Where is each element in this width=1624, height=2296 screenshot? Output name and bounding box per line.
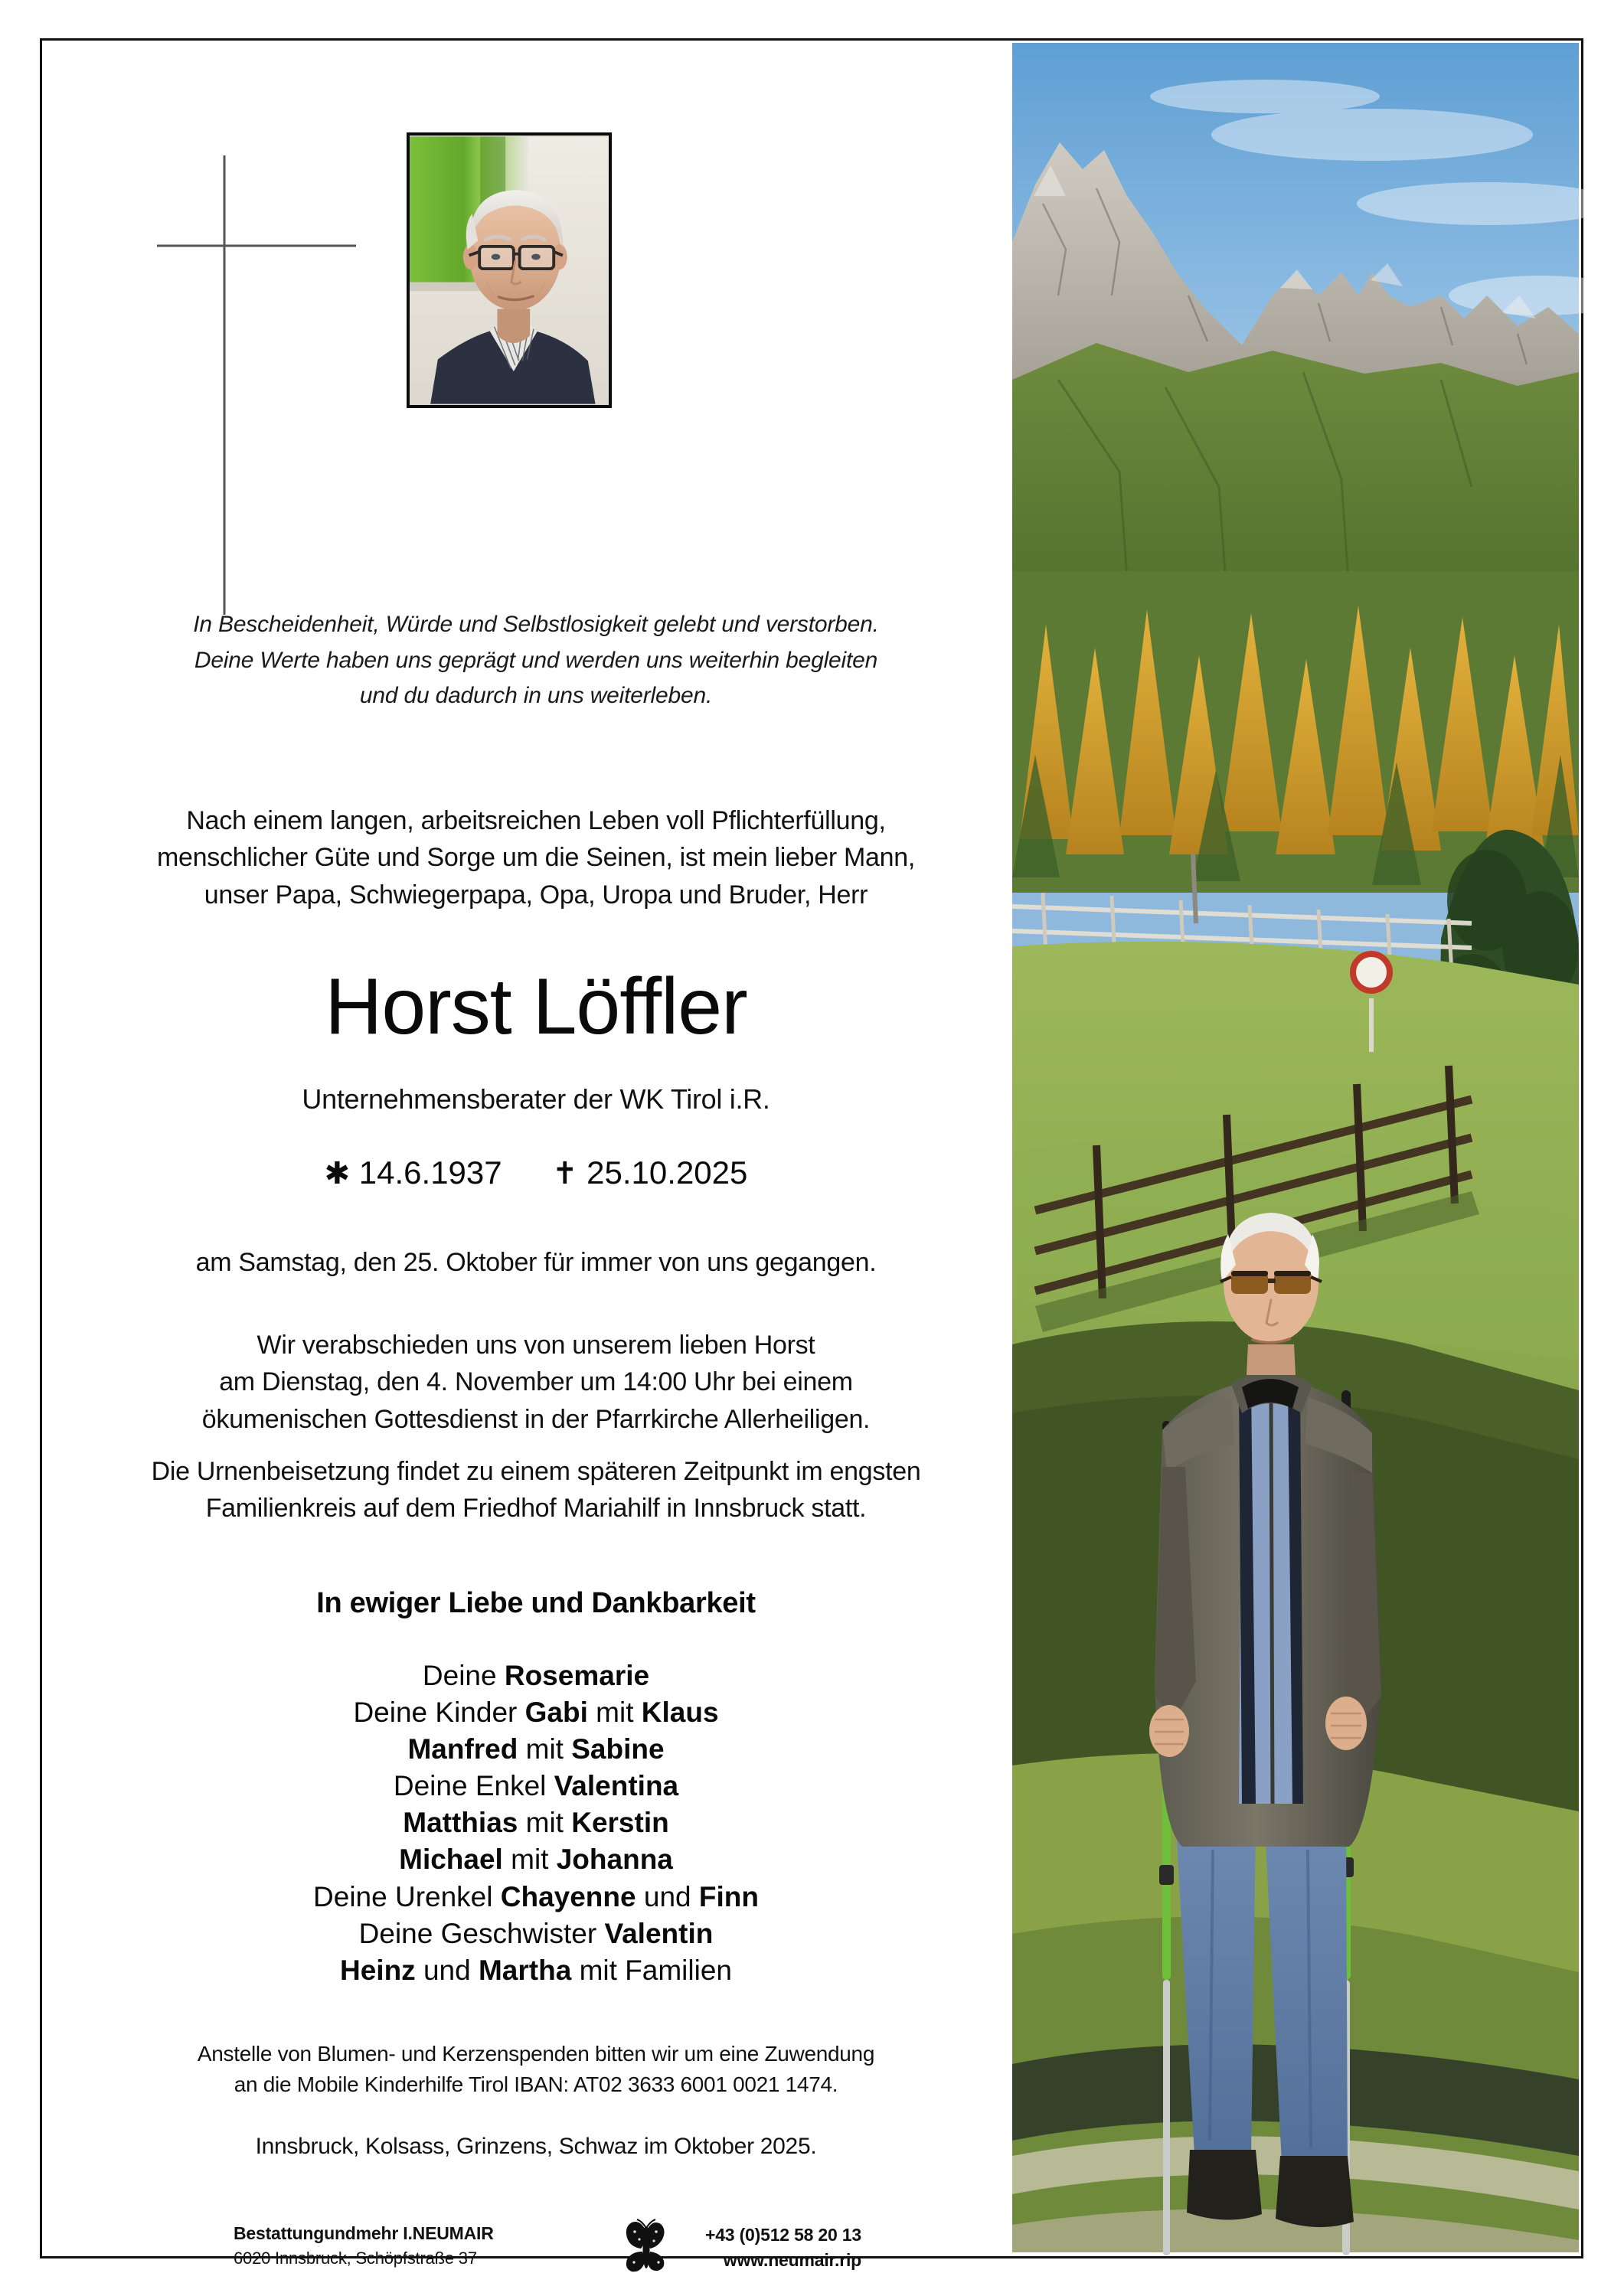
quote-line-1: In Bescheidenheit, Würde und Selbstlosigkeit gelebt und verstorben. (193, 612, 879, 637)
funeral-home-name: Bestattungundmehr I.NEUMAIR (234, 2223, 494, 2243)
list-item (77, 1731, 995, 1768)
family-prefix: Deine Geschwister (358, 1917, 605, 1949)
family-name: Valentina (554, 1770, 679, 1802)
butterfly-icon (616, 2218, 676, 2279)
passing-line: am Samstag, den 25. Oktober für immer von uns gegangen. (195, 1248, 877, 1277)
farewell-paragraph (77, 1327, 995, 1438)
quote-line-3: und du dadurch in uns weiterleben. (359, 683, 713, 708)
family-suffix: mit Familien (571, 1954, 732, 1986)
family-name: Heinz (340, 1954, 416, 1986)
intro-line-2: menschlicher Güte und Sorge um die Seinen, ist mein lieber Mann, (157, 843, 915, 873)
list-item (77, 1657, 995, 1694)
family-name: Gabi (524, 1697, 588, 1729)
urn-line-2: Familienkreis auf dem Friedhof Mariahilf in Innsbruck statt. (205, 1494, 867, 1524)
family-list (77, 1657, 995, 1989)
list-item (77, 1694, 995, 1731)
farewell-line-3: ökumenischen Gottesdienst in der Pfarrkirche Allerheiligen. (201, 1404, 871, 1434)
funeral-home-info (234, 2221, 593, 2271)
intro-paragraph (77, 802, 995, 913)
list-item (77, 1841, 995, 1878)
family-connector: mit (502, 1844, 557, 1876)
family-name: Michael (399, 1844, 503, 1876)
family-name: Matthias (403, 1807, 518, 1839)
christian-cross-icon (157, 155, 356, 615)
family-connector: mit (587, 1697, 642, 1729)
list-item (77, 1768, 995, 1804)
list-item (77, 1804, 995, 1841)
donation-paragraph (77, 2039, 995, 2100)
family-prefix: Deine Enkel (393, 1770, 554, 1802)
urn-line-1: Die Urnenbeisetzung findet zu einem späteren Zeitpunkt im engsten (151, 1457, 921, 1486)
family-prefix: Deine (422, 1660, 505, 1691)
website-url[interactable]: www.neumair.rip (723, 2250, 861, 2271)
deceased-name: Horst Löffler (325, 962, 747, 1051)
donation-line-1: Anstelle von Blumen- und Kerzenspenden bitten wir um eine Zuwendung (197, 2042, 875, 2066)
funeral-home-address: 6020 Innsbruck, Schöpfstraße 37 (234, 2249, 477, 2268)
life-dates (77, 1155, 995, 1191)
family-connector: mit (518, 1807, 572, 1839)
family-prefix: Deine Kinder (353, 1697, 525, 1729)
family-connector: und (415, 1954, 479, 1986)
obituary-text-column (42, 41, 1030, 2271)
love-heading: In ewiger Liebe und Dankbarkeit (316, 1587, 756, 1619)
memorial-quote (88, 607, 984, 714)
farewell-line-1: Wir verabschieden uns von unserem lieben Horst (257, 1331, 815, 1360)
intro-line-3: unser Papa, Schwiegerpapa, Opa, Uropa und Bruder, Herr (204, 880, 868, 910)
intro-line-1: Nach einem langen, arbeitsreichen Leben voll Pflichterfüllung, (186, 806, 886, 835)
phone-number: +43 (0)512 58 20 13 (704, 2225, 861, 2245)
family-connector: mit (518, 1733, 572, 1765)
funeral-home-footer (234, 2221, 861, 2282)
deceased-profession: Unternehmensberater der WK Tirol i.R. (302, 1083, 770, 1115)
quote-line-2: Deine Werte haben uns geprägt und werden uns weiterhin begleiten (194, 647, 878, 673)
family-connector: und (636, 1880, 699, 1912)
family-prefix: Deine Urenkel (313, 1880, 501, 1912)
list-item (77, 1879, 995, 1916)
death-cross-icon: ✝ (551, 1157, 578, 1190)
list-item (77, 1952, 995, 1989)
family-name: Rosemarie (504, 1660, 650, 1691)
family-name: Manfred (407, 1733, 518, 1765)
farewell-line-2: am Dienstag, den 4. November um 14:00 Uhr bei einem (219, 1367, 853, 1397)
family-name: Johanna (556, 1844, 673, 1876)
portrait-photo (407, 132, 612, 408)
family-name: Sabine (571, 1733, 665, 1765)
funeral-home-contact (670, 2223, 861, 2274)
birth-date: 14.6.1937 (358, 1155, 502, 1190)
family-name: Martha (478, 1954, 572, 1986)
donation-line-2: an die Mobile Kinderhilfe Tirol IBAN: AT02 3633 6001 0021 1474. (234, 2072, 838, 2096)
family-name: Kerstin (571, 1807, 669, 1839)
list-item (77, 1916, 995, 1952)
landscape-photo (1012, 43, 1579, 2252)
urn-burial-paragraph (77, 1453, 995, 1527)
obituary-card (40, 38, 1583, 2271)
family-name: Finn (698, 1880, 759, 1912)
birth-star-icon: ✱ (324, 1157, 351, 1190)
death-date: 25.10.2025 (587, 1155, 748, 1190)
family-name: Chayenne (500, 1880, 636, 1912)
family-name: Valentin (604, 1917, 714, 1949)
places-line: Innsbruck, Kolsass, Grinzens, Schwaz im Oktober 2025. (255, 2134, 817, 2159)
family-name: Klaus (641, 1697, 719, 1729)
